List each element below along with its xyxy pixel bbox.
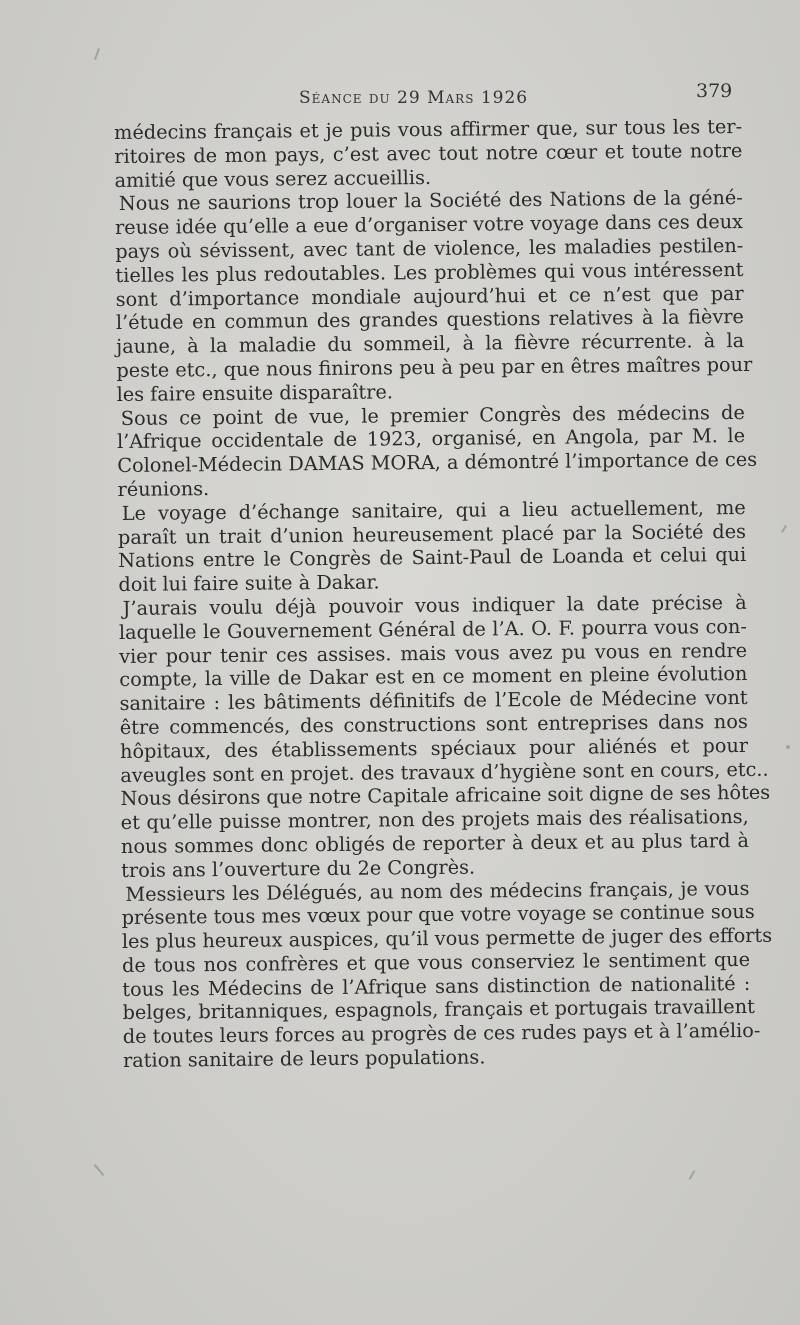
text-line: sanitaire : les bâtiments définitifs de l’Ecole de Médecine vont: [119, 686, 748, 716]
text-line: peste etc., que nous finirons peu à peu par en êtres maîtres pour: [116, 352, 753, 382]
paragraph-3: [116, 400, 758, 502]
text-line: l’étude en commun des grandes questions relatives à la fièvre: [115, 305, 745, 335]
text-line: réunions.: [117, 477, 210, 501]
text-line: J’aurais voulu déjà pouvoir vous indiquer la date précise à: [122, 590, 747, 620]
text-line: paraît un trait d’union heureusement placé par la Société des: [117, 519, 747, 549]
text-line: l’Afrique occidentale de 1923, organisé, en Angola, par M. le: [116, 424, 746, 454]
text-line: ritoires de mon pays, c’est avec tout notre cœur et toute notre: [114, 138, 743, 168]
text-line: ration sanitaire de leurs populations.: [122, 1045, 486, 1073]
text-line: présente tous mes vœux pour que votre voyage se continue sous: [121, 900, 755, 930]
text-line: être commencés, des constructions sont entreprises dans nos: [119, 709, 748, 739]
paragraph-1: [114, 115, 743, 192]
text-line: de toutes leurs forces au progrès de ces rudes pays et à l’amélio-: [122, 1019, 761, 1049]
text-line: Nous désirons que notre Capitale africaine soit digne de ses hôtes: [120, 781, 771, 811]
text-line: tielles les plus redoutables. Les problèmes qui vous intéressent: [115, 257, 744, 287]
text-line: Nous ne saurions trop louer la Société des Nations de la géné-: [118, 186, 743, 216]
text-line: laquelle le Gouvernement Général de l’A. O. F. pourra vous con-: [118, 614, 747, 644]
scan-speck: [94, 1164, 105, 1176]
page-number: 379: [696, 80, 733, 102]
paragraph-2: [114, 186, 753, 406]
scan-speck: [781, 525, 787, 533]
text-line: compte, la ville de Dakar est en ce moment en pleine évolution: [119, 662, 748, 692]
running-header: [0, 80, 800, 114]
text-line: de tous nos confrères et que vous conserviez le sentiment que: [121, 947, 751, 977]
text-line: doit lui faire suite à Dakar.: [118, 570, 380, 597]
text-line: vier pour tenir ces assises. mais vous avez pu vous en rendre: [119, 638, 748, 668]
scan-speck: [94, 48, 100, 60]
text-line: médecins français et je puis vous affirmer que, sur tous les ter-: [114, 114, 743, 144]
body-text: [114, 114, 773, 1073]
scan-speck: [786, 745, 790, 749]
paragraph-6: [121, 876, 773, 1073]
text-line: nous sommes donc obligés de reporter à deux et au plus tard à: [120, 828, 750, 858]
text-line: trois ans l’ouverture du 2e Congrès.: [121, 855, 476, 882]
paragraph-4: [118, 496, 747, 597]
text-line: hôpitaux, des établissements spéciaux pour aliénés et pour: [119, 733, 749, 763]
text-line: les plus heureux auspices, qu’il vous permette de juger des efforts: [121, 923, 773, 954]
text-line: Le voyage d’échange sanitaire, qui a lieu actuellement, me: [121, 495, 746, 525]
text-line: Sous ce point de vue, le premier Congrès des médecins de: [120, 400, 745, 430]
text-line: reuse idée qu’elle a eue d’organiser votre voyage dans ces deux: [114, 210, 744, 240]
text-line: Colonel-Médecin DAMAS MORA, a démontré l’importance de ces: [117, 447, 758, 478]
text-line: amitié que vous serez accueillis.: [114, 165, 432, 192]
text-line: les faire ensuite disparaître.: [116, 380, 394, 406]
text-line: Messieurs les Délégués, au nom des médecins français, je vous: [125, 876, 750, 906]
text-line: Nations entre le Congrès de Saint-Paul de Loanda et celui qui: [118, 543, 747, 573]
text-line: tous les Médecins de l’Afrique sans distinction de nationalité :: [122, 971, 751, 1001]
header-title: Séance du 29 Mars 1926: [299, 88, 529, 108]
text-line: aveugles sont en projet. des travaux d’hygiène sont en cours, etc..: [120, 757, 769, 787]
text-line: pays où sévissent, avec tant de violence, les maladies pestilen-: [115, 233, 744, 263]
text-line: jaune, à la maladie du sommeil, à la fièvre récurrente. à la: [116, 329, 745, 359]
text-line: belges, britanniques, espagnols, français et portugais travaillent: [122, 995, 755, 1025]
paragraph-5: [118, 590, 771, 883]
scan-speck: [689, 1170, 696, 1180]
text-line: et qu’elle puisse montrer, non des projets mais des réalisations,: [120, 805, 749, 835]
text-line: sont d’importance mondiale aujourd’hui et ce n’est que par: [115, 281, 744, 311]
